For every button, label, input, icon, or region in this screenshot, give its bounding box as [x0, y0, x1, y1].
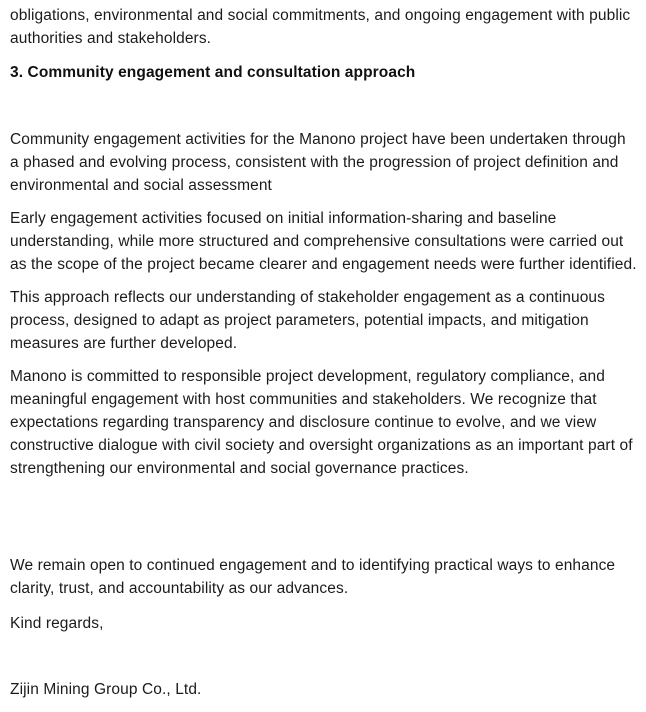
paragraph-engagement-activities: Community engagement activities for the Manono project have been undertaken through a phased and evolving process, consistent with the progression of project definition and environmental and social assessment: [10, 131, 626, 194]
paragraph-closing-remain-open: We remain open to continued engagement and to identifying practical ways to enhance clarity, trust, and accountability as our advances.: [10, 557, 616, 597]
sign-off: Kind regards,: [10, 615, 104, 632]
paragraph-approach-reflects: This approach reflects our understanding of stakeholder engagement as a continuous process, designed to adapt as project parameters, potential impacts, and mitigation measures are further developed.: [10, 289, 605, 352]
paragraph-manono-commitment: Manono is committed to responsible project development, regulatory compliance, and meaningful engagement with host communities and stakeholders. We recognize that expectations regarding transparency and disclosure continue to evolve, and we view constructive dialogue with civil society and oversight organizations as an important part of strengthening our environmental and social governance practices.: [10, 368, 633, 477]
paragraph-early-engagement: Early engagement activities focused on initial information-sharing and baseline understanding, while more structured and comprehensive consultations were carried out as the scope of the project became clearer and engagement needs were further identified.: [10, 210, 637, 273]
paragraph-obligations-continuation: obligations, environmental and social commitments, and ongoing engagement with public authorities and stakeholders.: [10, 7, 631, 47]
section-heading-community-engagement: 3. Community engagement and consultation approach: [10, 64, 416, 81]
signature-company-name: Zijin Mining Group Co., Ltd.: [10, 681, 202, 698]
